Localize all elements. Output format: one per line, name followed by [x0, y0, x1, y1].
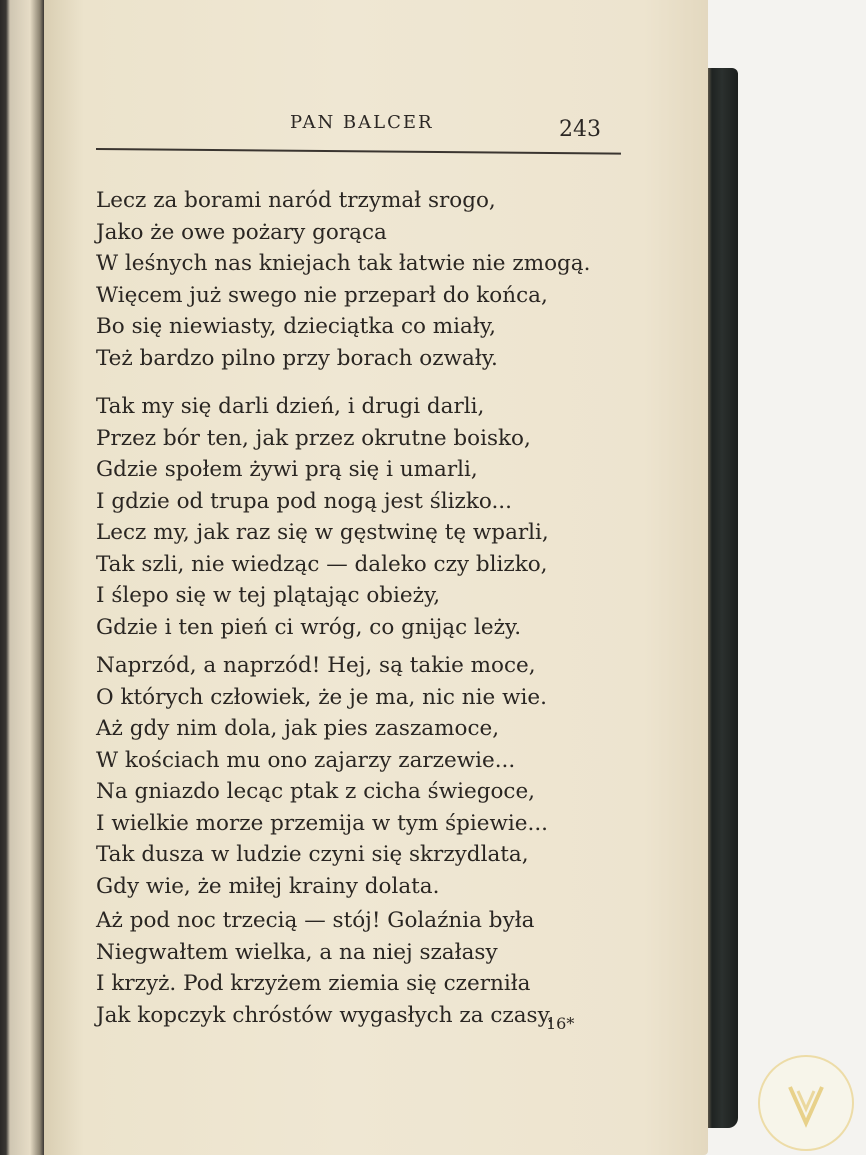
verse-line: I gdzie od trupa pod nogą jest ślizko...: [96, 488, 512, 514]
verse-line: Tak my się darli dzień, i drugi darli,: [96, 394, 485, 419]
verse-line: W kościach mu ono zajarzy zarzewie...: [96, 747, 516, 773]
verse-line: Aż gdy nim dola, jak pies zaszamoce,: [96, 716, 500, 741]
verse-line: Naprzód, a naprzód! Hej, są takie moce,: [96, 653, 536, 678]
page-number: 243: [559, 117, 601, 142]
verse-line: Gdzie i ten pień ci wróg, co gnijąc leży.: [96, 614, 522, 640]
verse-line: Tak dusza w ludzie czyni się skrzydlata,: [96, 842, 529, 867]
verse-line: Lecz za borami naród trzymał srogo,: [96, 188, 496, 213]
verse-line: Przez bór ten, jak przez okrutne boisko,: [96, 425, 531, 451]
signature-mark: 16*: [546, 1014, 575, 1033]
verse-line: Jak kopczyk chróstów wygasłych za czasy.: [96, 1002, 554, 1028]
verse-line: Też bardzo pilno przy borach ozwały.: [96, 345, 498, 371]
verse-line: I ślepo się w tej plątając obieży,: [96, 583, 441, 608]
verse-line: Tak szli, nie wiedząc — daleko czy blizko,: [96, 551, 548, 577]
watermark-logo: [758, 1055, 854, 1151]
verse-line: I krzyż. Pod krzyżem ziemia się czerniła: [96, 971, 531, 996]
stanza-3: [96, 650, 548, 902]
book-cover-edge: [708, 68, 738, 1128]
stanza-1: [96, 185, 590, 374]
verse-line: Na gniazdo lecąc ptak z cicha świegoce,: [96, 779, 536, 804]
verse-line: Gdy wie, że miłej krainy dolata.: [96, 873, 440, 899]
verse-line: Gdzie społem żywi prą się i umarli,: [96, 457, 478, 482]
verse-line: I wielkie morze przemija w tym śpiewie...: [96, 810, 548, 836]
running-title: PAN BALCER: [290, 112, 434, 133]
verse-line: Więcem już swego nie przeparł do końca,: [96, 282, 548, 308]
left-page-edge: [0, 0, 44, 1155]
verse-line: Bo się niewiasty, dzieciątka co miały,: [96, 314, 496, 339]
verse-line: Niegwałtem wielka, a na niej szałasy: [96, 939, 498, 965]
stanza-4: [96, 905, 554, 1031]
verse-line: W leśnych nas kniejach tak łatwie nie zmogą.: [96, 251, 591, 276]
stanza-2: [96, 391, 549, 643]
verse-line: Jako że owe pożary gorąca: [96, 219, 387, 245]
verse-line: Lecz my, jak raz się w gęstwinę tę wparli,: [96, 520, 549, 545]
verse-line: Aż pod noc trzecią — stój! Golaźnia była: [96, 908, 535, 933]
verse-line: O których człowiek, że je ma, nic nie wie.: [96, 684, 547, 710]
